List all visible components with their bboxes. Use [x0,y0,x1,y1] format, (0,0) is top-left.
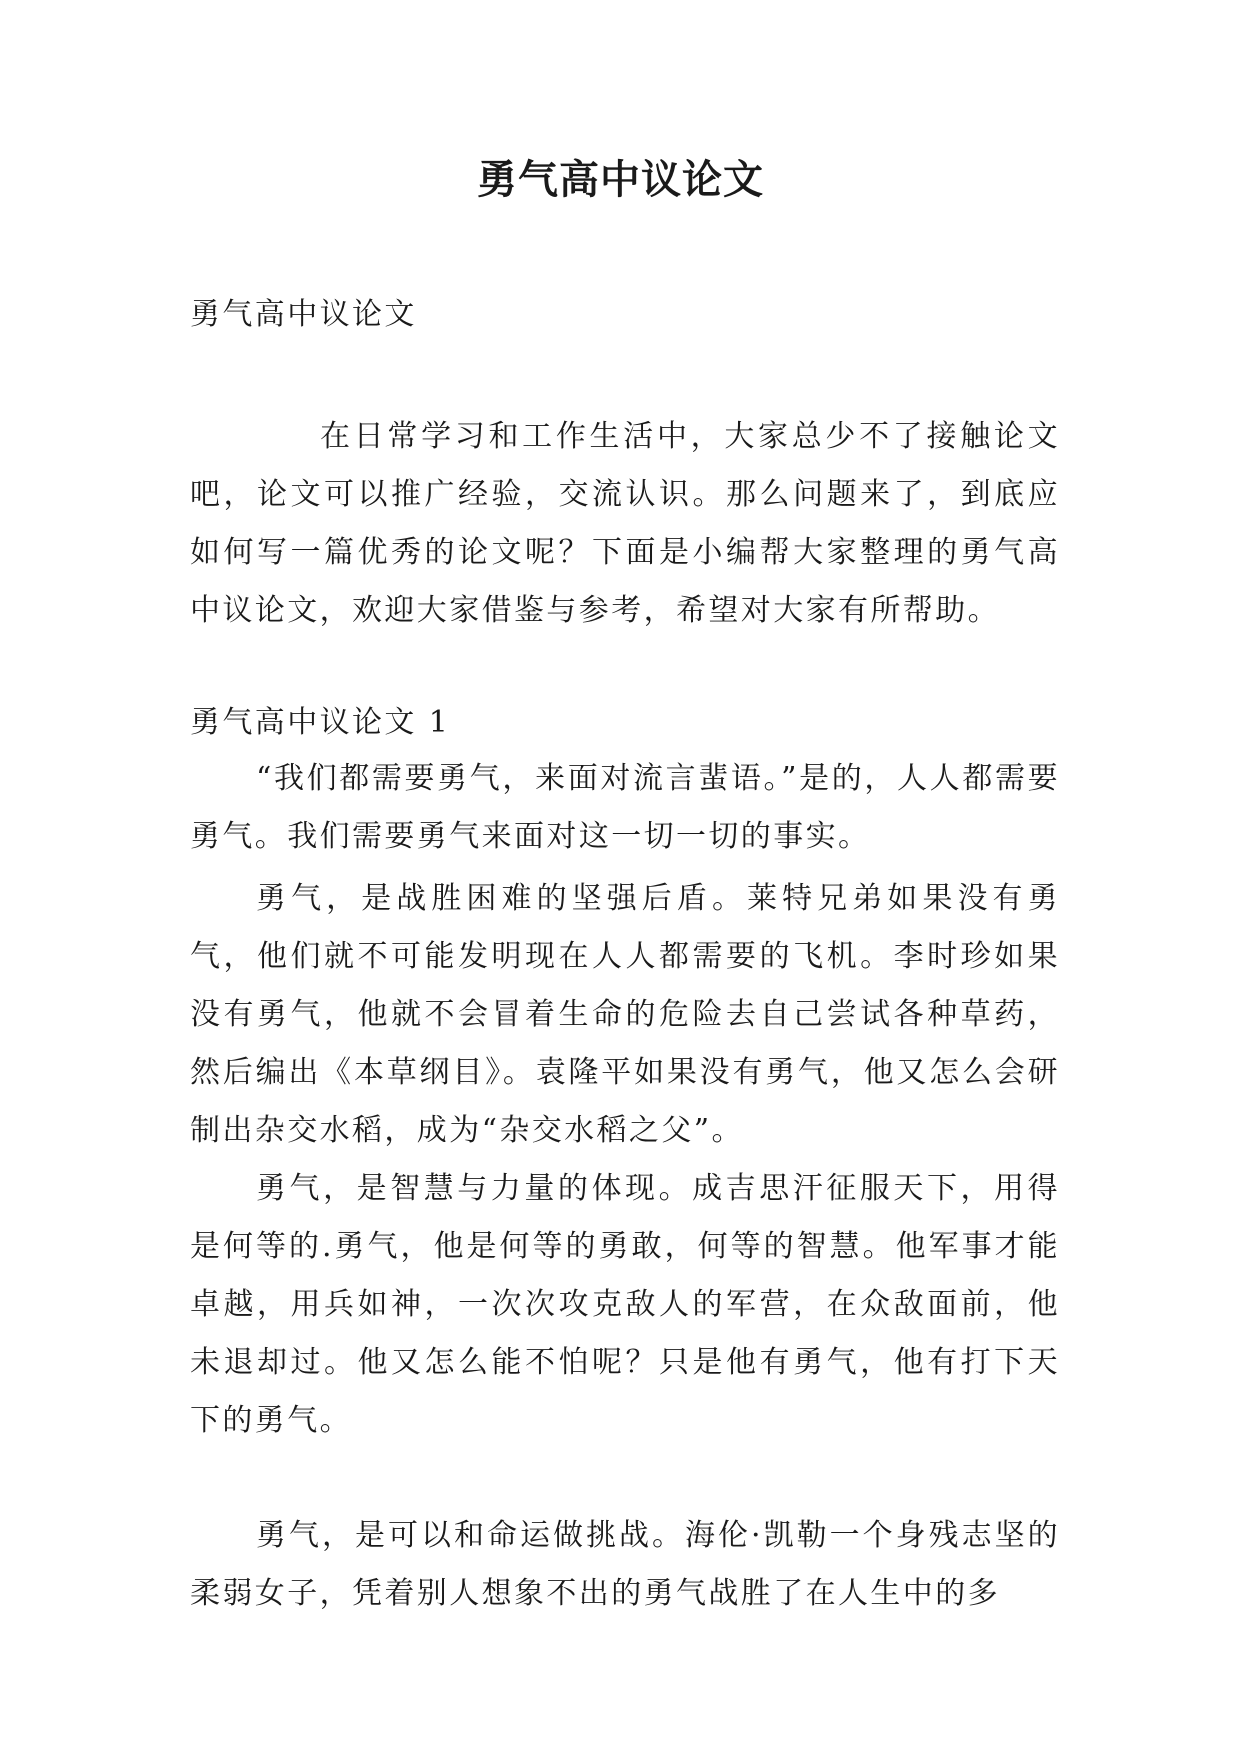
intro-paragraph: 在日常学习和工作生活中，大家总少不了接触论文吧，论文可以推广经验，交流认识。那么问题来了，到底应如何写一篇优秀的论文呢？下面是小编帮大家整理的勇气高中议论文，欢迎大家借鉴与参考，希望对大家有所帮助。 [190,419,1060,628]
body-paragraph: “我们都需要勇气，来面对流言蜚语。”是的，人人都需要勇气。我们需要勇气来面对这一切一切的事实。 [190,761,1060,854]
body-paragraph: 勇气，是战胜困难的坚强后盾。莱特兄弟如果没有勇气，他们就不可能发明现在人人都需要的飞机。李时珍如果没有勇气，他就不会冒着生命的危险去自己尝试各种草药，然后编出《本草纲目》。袁隆平如果没有勇气，他又怎么会研制出杂交水稻，成为“杂交水稻之父”。 [190,881,1060,1148]
document-title: 勇气高中议论文 [477,156,764,203]
section-heading: 勇气高中议论文 1 [190,705,451,740]
body-paragraph: 勇气，是可以和命运做挑战。海伦·凯勒一个身残志坚的柔弱女子，凭着别人想象不出的勇气战胜了在人生中的多 [190,1518,1060,1611]
body-paragraph: 勇气，是智慧与力量的体现。成吉思汗征服天下，用得是何等的.勇气，他是何等的勇敢，何等的智慧。他军事才能卓越，用兵如神，一次次攻克敌人的军营，在众敌面前，他未退却过。他又怎么能不怕呢？只是他有勇气，他有打下天下的勇气。 [190,1171,1060,1438]
document-subtitle: 勇气高中议论文 [190,297,417,332]
